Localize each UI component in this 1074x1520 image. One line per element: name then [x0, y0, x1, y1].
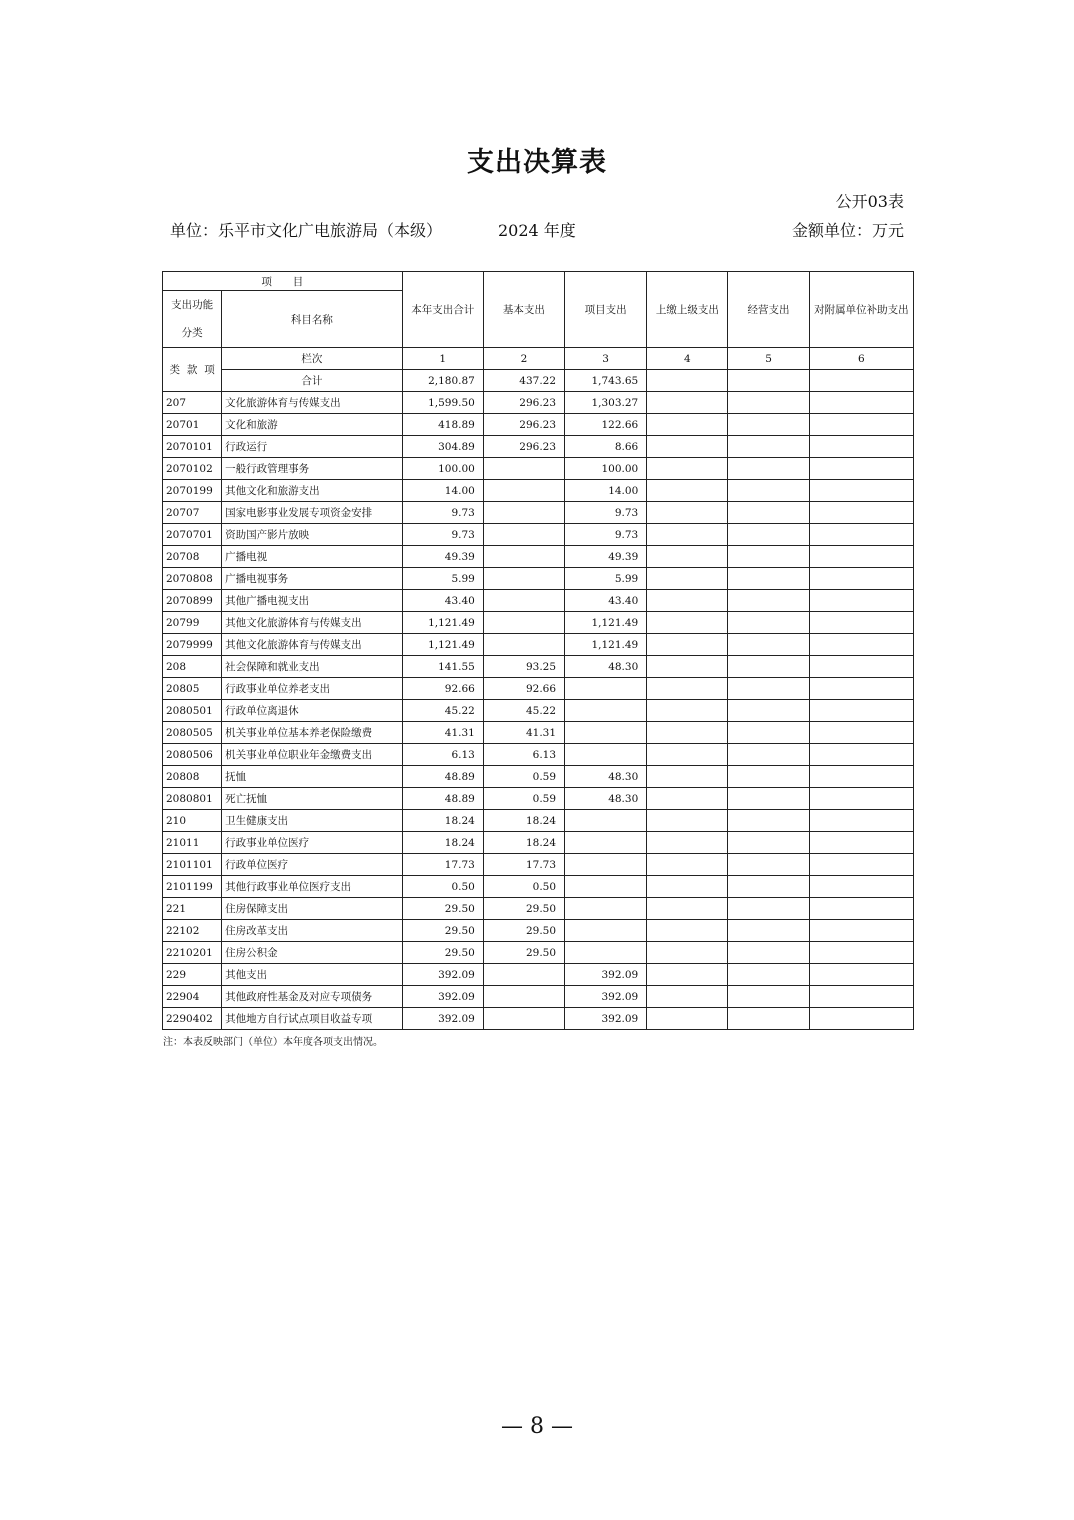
project-expenditure: [565, 700, 647, 722]
subject-name: 其他支出: [222, 964, 402, 986]
basic-expenditure: [483, 458, 564, 480]
remit-superior: [647, 612, 728, 634]
subject-name: 其他文化和旅游支出: [222, 480, 402, 502]
subject-code: 20707: [163, 502, 222, 524]
subject-name: 其他文化旅游体育与传媒支出: [222, 634, 402, 656]
total-expenditure: 45.22: [402, 700, 483, 722]
basic-expenditure: 41.31: [483, 722, 564, 744]
subsidy-expenditure: [809, 722, 913, 744]
project-expenditure: [565, 942, 647, 964]
subject-name: 机关事业单位职业年金缴费支出: [222, 744, 402, 766]
total-row: [163, 370, 914, 392]
total-expenditure: 18.24: [402, 832, 483, 854]
col-num-2: 2: [483, 348, 564, 370]
remit-superior: [647, 546, 728, 568]
subject-name: 其他行政事业单位医疗支出: [222, 876, 402, 898]
col-header-operating: 经营支出: [728, 272, 809, 348]
total-expenditure: 392.09: [402, 1008, 483, 1030]
col-num-5: 5: [728, 348, 809, 370]
subject-name: 广播电视事务: [222, 568, 402, 590]
project-expenditure: [565, 678, 647, 700]
operating-expenditure: [728, 524, 809, 546]
remit-superior: [647, 502, 728, 524]
subsidy-expenditure: [809, 832, 913, 854]
table-row: [163, 964, 914, 986]
subject-name: 行政事业单位医疗: [222, 832, 402, 854]
subsidy-expenditure: [809, 1008, 913, 1030]
subject-code: 2210201: [163, 942, 222, 964]
operating-expenditure: [728, 964, 809, 986]
project-expenditure: 100.00: [565, 458, 647, 480]
basic-expenditure: [483, 502, 564, 524]
subsidy-expenditure: [809, 392, 913, 414]
subject-code: 2080505: [163, 722, 222, 744]
subject-code: 2070199: [163, 480, 222, 502]
table-row: [163, 678, 914, 700]
lei-label: 类: [169, 364, 180, 376]
remit-superior: [647, 832, 728, 854]
table-row: [163, 590, 914, 612]
remit-superior: [647, 942, 728, 964]
total-expenditure: 48.89: [402, 766, 483, 788]
remit-superior: [647, 436, 728, 458]
remit-superior: [647, 678, 728, 700]
table-row: [163, 524, 914, 546]
remit-superior: [647, 744, 728, 766]
total-value-1: 2,180.87: [402, 370, 483, 392]
basic-expenditure: 0.59: [483, 788, 564, 810]
subject-code: 22904: [163, 986, 222, 1008]
col-index-label: 栏次: [222, 348, 402, 370]
operating-expenditure: [728, 810, 809, 832]
remit-superior: [647, 898, 728, 920]
table-row: [163, 502, 914, 524]
operating-expenditure: [728, 480, 809, 502]
table-row: [163, 568, 914, 590]
subsidy-expenditure: [809, 678, 913, 700]
basic-expenditure: [483, 964, 564, 986]
operating-expenditure: [728, 744, 809, 766]
table-row: [163, 722, 914, 744]
subject-name: 行政运行: [222, 436, 402, 458]
operating-expenditure: [728, 766, 809, 788]
operating-expenditure: [728, 656, 809, 678]
operating-expenditure: [728, 546, 809, 568]
basic-expenditure: 29.50: [483, 942, 564, 964]
subject-code: 229: [163, 964, 222, 986]
table-row: [163, 744, 914, 766]
subject-name: 行政单位医疗: [222, 854, 402, 876]
subsidy-expenditure: [809, 436, 913, 458]
remit-superior: [647, 722, 728, 744]
remit-superior: [647, 700, 728, 722]
basic-expenditure: 0.59: [483, 766, 564, 788]
total-expenditure: 48.89: [402, 788, 483, 810]
remit-superior: [647, 854, 728, 876]
basic-expenditure: 296.23: [483, 414, 564, 436]
col-header-subsidy: 对附属单位补助支出: [809, 272, 913, 348]
operating-expenditure: [728, 876, 809, 898]
subject-code: 20808: [163, 766, 222, 788]
table-row: [163, 634, 914, 656]
basic-expenditure: 6.13: [483, 744, 564, 766]
basic-expenditure: 0.50: [483, 876, 564, 898]
table-row: [163, 414, 914, 436]
basic-expenditure: 92.66: [483, 678, 564, 700]
operating-expenditure: [728, 986, 809, 1008]
subject-code: 2290402: [163, 1008, 222, 1030]
func-class-header: 支出功能分类: [163, 291, 222, 348]
fiscal-year: 2024 年度: [498, 221, 576, 240]
table-row: [163, 942, 914, 964]
total-value-2: 437.22: [483, 370, 564, 392]
subject-name: 其他文化旅游体育与传媒支出: [222, 612, 402, 634]
basic-expenditure: 18.24: [483, 832, 564, 854]
col-num-6: 6: [809, 348, 913, 370]
unit-label: 单位：乐平市文化广电旅游局（本级）: [170, 221, 443, 240]
project-expenditure: [565, 876, 647, 898]
col-header-basic: 基本支出: [483, 272, 564, 348]
table-row: [163, 1008, 914, 1030]
total-expenditure: 392.09: [402, 964, 483, 986]
remit-superior: [647, 634, 728, 656]
remit-superior: [647, 920, 728, 942]
subsidy-expenditure: [809, 788, 913, 810]
subsidy-expenditure: [809, 458, 913, 480]
subject-name: 一般行政管理事务: [222, 458, 402, 480]
total-expenditure: 41.31: [402, 722, 483, 744]
total-expenditure: 0.50: [402, 876, 483, 898]
basic-expenditure: [483, 568, 564, 590]
project-expenditure: 43.40: [565, 590, 647, 612]
subsidy-expenditure: [809, 986, 913, 1008]
project-expenditure: 8.66: [565, 436, 647, 458]
remit-superior: [647, 458, 728, 480]
project-expenditure: 9.73: [565, 524, 647, 546]
total-expenditure: 6.13: [402, 744, 483, 766]
xiang-label: 项: [204, 364, 215, 376]
expenditure-table: [162, 271, 914, 1030]
total-expenditure: 9.73: [402, 502, 483, 524]
subject-code: 207: [163, 392, 222, 414]
basic-expenditure: 296.23: [483, 392, 564, 414]
empty-cell: [809, 370, 913, 392]
total-expenditure: 17.73: [402, 854, 483, 876]
remit-superior: [647, 986, 728, 1008]
operating-expenditure: [728, 678, 809, 700]
subject-code: 2070899: [163, 590, 222, 612]
operating-expenditure: [728, 700, 809, 722]
remit-superior: [647, 480, 728, 502]
subject-code: 2070102: [163, 458, 222, 480]
page-number: — 8 —: [501, 1414, 573, 1439]
remit-superior: [647, 766, 728, 788]
total-label: 合计: [222, 370, 402, 392]
project-expenditure: 1,121.49: [565, 612, 647, 634]
table-row: [163, 920, 914, 942]
basic-expenditure: [483, 986, 564, 1008]
subject-name: 机关事业单位基本养老保险缴费: [222, 722, 402, 744]
col-num-4: 4: [647, 348, 728, 370]
total-expenditure: 1,121.49: [402, 634, 483, 656]
money-unit-label: 金额单位：万元: [791, 221, 904, 240]
subject-name: 其他政府性基金及对应专项债务: [222, 986, 402, 1008]
subject-code: 2070808: [163, 568, 222, 590]
total-expenditure: 1,121.49: [402, 612, 483, 634]
subsidy-expenditure: [809, 766, 913, 788]
table-row: [163, 986, 914, 1008]
subsidy-expenditure: [809, 876, 913, 898]
subsidy-expenditure: [809, 634, 913, 656]
operating-expenditure: [728, 436, 809, 458]
basic-expenditure: 17.73: [483, 854, 564, 876]
project-expenditure: 392.09: [565, 1008, 647, 1030]
subject-name: 资助国产影片放映: [222, 524, 402, 546]
subject-code: 20701: [163, 414, 222, 436]
project-expenditure: 48.30: [565, 788, 647, 810]
operating-expenditure: [728, 392, 809, 414]
subject-code: 2079999: [163, 634, 222, 656]
project-expenditure: [565, 810, 647, 832]
table-row: [163, 546, 914, 568]
subject-code: 2080501: [163, 700, 222, 722]
subject-code: 2070101: [163, 436, 222, 458]
total-expenditure: 49.39: [402, 546, 483, 568]
table-row: [163, 436, 914, 458]
remit-superior: [647, 810, 728, 832]
table-row: [163, 898, 914, 920]
basic-expenditure: [483, 1008, 564, 1030]
total-expenditure: 141.55: [402, 656, 483, 678]
subject-name: 住房公积金: [222, 942, 402, 964]
kuan-label: 款: [186, 364, 198, 376]
basic-expenditure: [483, 480, 564, 502]
subject-name: 广播电视: [222, 546, 402, 568]
table-note: 注：本表反映部门（单位）本年度各项支出情况。: [163, 1037, 383, 1048]
basic-expenditure: 45.22: [483, 700, 564, 722]
remit-superior: [647, 656, 728, 678]
subject-code: 2101199: [163, 876, 222, 898]
table-row: [163, 876, 914, 898]
total-expenditure: 1,599.50: [402, 392, 483, 414]
operating-expenditure: [728, 920, 809, 942]
subsidy-expenditure: [809, 502, 913, 524]
project-expenditure: 1,121.49: [565, 634, 647, 656]
total-expenditure: 418.89: [402, 414, 483, 436]
subsidy-expenditure: [809, 590, 913, 612]
operating-expenditure: [728, 414, 809, 436]
subsidy-expenditure: [809, 414, 913, 436]
project-expenditure: 5.99: [565, 568, 647, 590]
subsidy-expenditure: [809, 480, 913, 502]
subject-code: 20708: [163, 546, 222, 568]
total-expenditure: 29.50: [402, 942, 483, 964]
remit-superior: [647, 392, 728, 414]
basic-expenditure: [483, 524, 564, 546]
total-expenditure: 18.24: [402, 810, 483, 832]
subsidy-expenditure: [809, 744, 913, 766]
table-row: [163, 810, 914, 832]
total-expenditure: 43.40: [402, 590, 483, 612]
subject-name: 文化旅游体育与传媒支出: [222, 392, 402, 414]
project-expenditure: [565, 920, 647, 942]
subject-name: 住房改革支出: [222, 920, 402, 942]
basic-expenditure: 296.23: [483, 436, 564, 458]
remit-superior: [647, 1008, 728, 1030]
subject-code: 2070701: [163, 524, 222, 546]
col-header-total: 本年支出合计: [402, 272, 483, 348]
empty-cell: [647, 370, 728, 392]
subsidy-expenditure: [809, 700, 913, 722]
total-expenditure: 14.00: [402, 480, 483, 502]
remit-superior: [647, 788, 728, 810]
project-header: 项 目: [163, 272, 403, 291]
table-row: [163, 656, 914, 678]
subsidy-expenditure: [809, 810, 913, 832]
project-expenditure: [565, 722, 647, 744]
operating-expenditure: [728, 722, 809, 744]
project-expenditure: 392.09: [565, 986, 647, 1008]
page-title: 支出决算表: [467, 147, 607, 178]
subject-code: 2080801: [163, 788, 222, 810]
subject-code: 2080506: [163, 744, 222, 766]
operating-expenditure: [728, 634, 809, 656]
project-expenditure: 48.30: [565, 766, 647, 788]
remit-superior: [647, 590, 728, 612]
subject-name: 抚恤: [222, 766, 402, 788]
subsidy-expenditure: [809, 568, 913, 590]
operating-expenditure: [728, 458, 809, 480]
project-expenditure: 122.66: [565, 414, 647, 436]
subsidy-expenditure: [809, 854, 913, 876]
subsidy-expenditure: [809, 656, 913, 678]
project-expenditure: 9.73: [565, 502, 647, 524]
project-expenditure: [565, 854, 647, 876]
subsidy-expenditure: [809, 942, 913, 964]
total-expenditure: 29.50: [402, 898, 483, 920]
subject-name: 文化和旅游: [222, 414, 402, 436]
project-expenditure: [565, 744, 647, 766]
operating-expenditure: [728, 612, 809, 634]
table-row: [163, 788, 914, 810]
operating-expenditure: [728, 942, 809, 964]
subject-code: 221: [163, 898, 222, 920]
total-expenditure: 392.09: [402, 986, 483, 1008]
remit-superior: [647, 568, 728, 590]
basic-expenditure: [483, 546, 564, 568]
subject-code: 210: [163, 810, 222, 832]
subsidy-expenditure: [809, 612, 913, 634]
subject-code: 20799: [163, 612, 222, 634]
col-header-remit-superior: 上缴上级支出: [647, 272, 728, 348]
basic-expenditure: 29.50: [483, 898, 564, 920]
table-row: [163, 612, 914, 634]
total-expenditure: 5.99: [402, 568, 483, 590]
basic-expenditure: 93.25: [483, 656, 564, 678]
project-expenditure: 1,303.27: [565, 392, 647, 414]
remit-superior: [647, 876, 728, 898]
subsidy-expenditure: [809, 964, 913, 986]
basic-expenditure: [483, 590, 564, 612]
table-row: [163, 458, 914, 480]
operating-expenditure: [728, 788, 809, 810]
operating-expenditure: [728, 590, 809, 612]
subject-name: 卫生健康支出: [222, 810, 402, 832]
basic-expenditure: 29.50: [483, 920, 564, 942]
subsidy-expenditure: [809, 898, 913, 920]
project-expenditure: 49.39: [565, 546, 647, 568]
subject-name: 其他广播电视支出: [222, 590, 402, 612]
subject-name: 住房保障支出: [222, 898, 402, 920]
total-expenditure: 9.73: [402, 524, 483, 546]
subject-name-header: 科目名称: [222, 291, 402, 348]
remit-superior: [647, 524, 728, 546]
table-row: [163, 766, 914, 788]
total-expenditure: 304.89: [402, 436, 483, 458]
subsidy-expenditure: [809, 920, 913, 942]
empty-cell: [728, 370, 809, 392]
table-row: [163, 832, 914, 854]
subject-name: 社会保障和就业支出: [222, 656, 402, 678]
form-number: 公开03表: [835, 192, 904, 211]
subject-code: 2101101: [163, 854, 222, 876]
operating-expenditure: [728, 502, 809, 524]
subject-code: 22102: [163, 920, 222, 942]
total-expenditure: 29.50: [402, 920, 483, 942]
total-expenditure: 92.66: [402, 678, 483, 700]
project-expenditure: [565, 898, 647, 920]
project-expenditure: 14.00: [565, 480, 647, 502]
subject-code: 21011: [163, 832, 222, 854]
subject-code: 20805: [163, 678, 222, 700]
total-expenditure: 100.00: [402, 458, 483, 480]
subject-name: 行政单位离退休: [222, 700, 402, 722]
subject-name: 其他地方自行试点项目收益专项: [222, 1008, 402, 1030]
subject-name: 死亡抚恤: [222, 788, 402, 810]
subject-code: 208: [163, 656, 222, 678]
operating-expenditure: [728, 854, 809, 876]
project-expenditure: [565, 832, 647, 854]
total-value-3: 1,743.65: [565, 370, 647, 392]
project-expenditure: 48.30: [565, 656, 647, 678]
operating-expenditure: [728, 898, 809, 920]
lkx-header: [163, 348, 222, 392]
table-row: [163, 480, 914, 502]
col-num-3: 3: [565, 348, 647, 370]
subject-name: 国家电影事业发展专项资金安排: [222, 502, 402, 524]
remit-superior: [647, 414, 728, 436]
table-row: [163, 854, 914, 876]
col-num-1: 1: [402, 348, 483, 370]
project-expenditure: 392.09: [565, 964, 647, 986]
table-row: [163, 700, 914, 722]
basic-expenditure: [483, 634, 564, 656]
remit-superior: [647, 964, 728, 986]
basic-expenditure: [483, 612, 564, 634]
subsidy-expenditure: [809, 546, 913, 568]
operating-expenditure: [728, 568, 809, 590]
operating-expenditure: [728, 832, 809, 854]
table-row: [163, 392, 914, 414]
operating-expenditure: [728, 1008, 809, 1030]
basic-expenditure: 18.24: [483, 810, 564, 832]
subsidy-expenditure: [809, 524, 913, 546]
col-header-project: 项目支出: [565, 272, 647, 348]
subject-name: 行政事业单位养老支出: [222, 678, 402, 700]
